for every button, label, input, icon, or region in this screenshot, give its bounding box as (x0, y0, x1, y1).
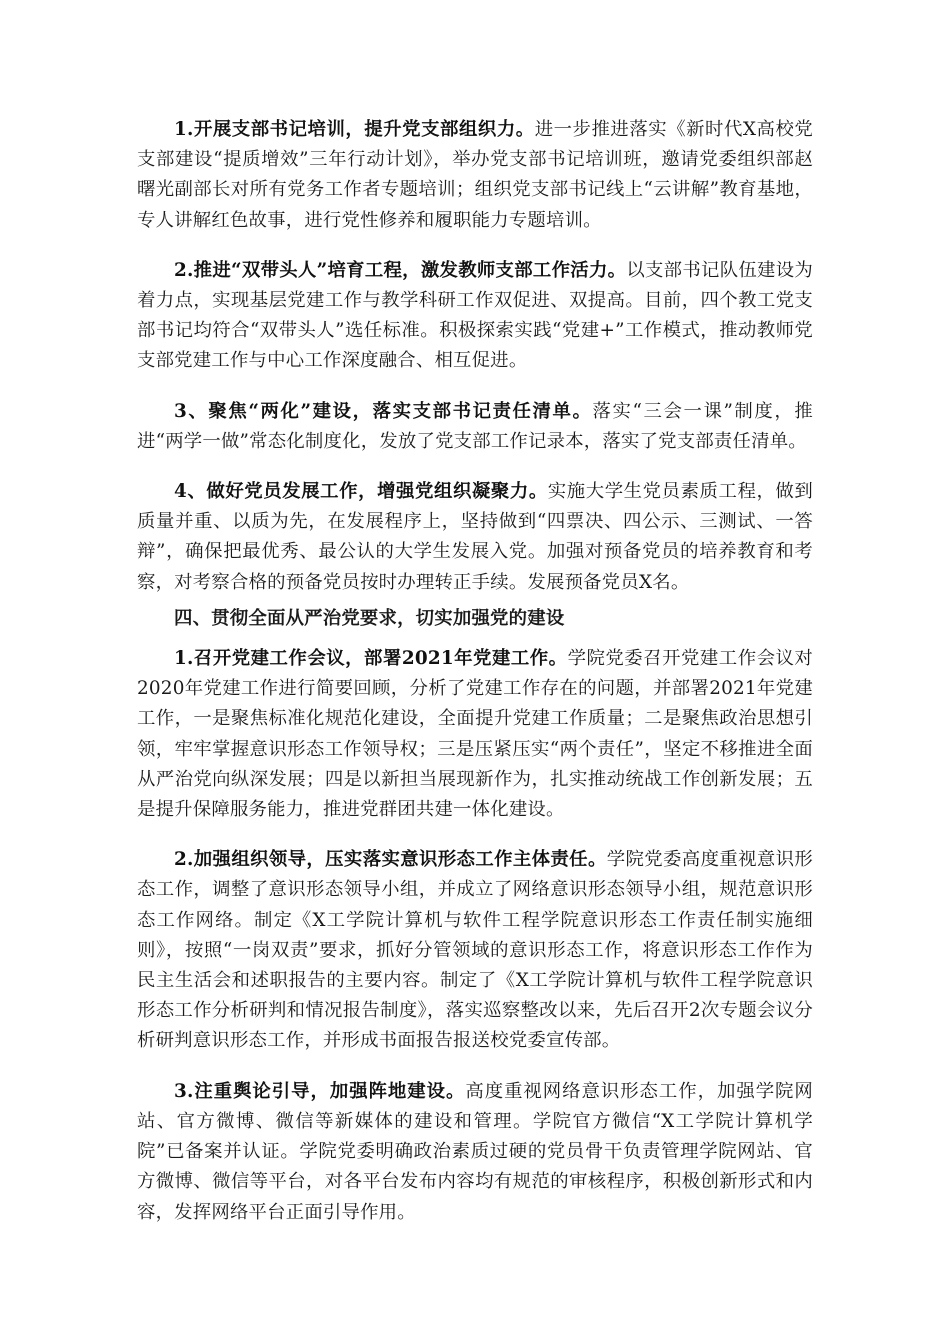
document-body (137, 115, 813, 1248)
paragraph-lead: 4、做好党员发展工作，增强党组织凝聚力。 (174, 481, 548, 503)
paragraph-text: 落实“三会一课”制度，推进“两学一做”常态化制度化，发放了党支部工作记录本，落实了党支部责任清单。 (137, 400, 813, 452)
paragraph-text: 以支部书记队伍建设为着力点，实现基层党建工作与教学科研工作双促进、双提高。目前，四个教工党支部书记均符合“双带头人”选任标准。积极探索实践“党建+”工作模式，推动教师党支部党建工作与中心工作深度融合、相互促进。 (137, 259, 813, 372)
paragraph-double-leader-project (137, 256, 813, 377)
paragraph-lead: 2.加强组织领导，压实落实意识形态工作主体责任。 (174, 849, 607, 871)
section-heading: 四、贯彻全面从严治党要求，切实加强党的建设 (174, 607, 565, 629)
paragraph-text: 进一步推进落实《新时代X高校党支部建设“提质增效”三年行动计划》，举办党支部书记培训班，邀请党委组织部赵曙光副部长对所有党务工作者专题培训；组织党支部书记线上“云讲解”教育基地，专人讲解红色故事，进行党性修养和履职能力专题培训。 (137, 119, 814, 231)
paragraph-party-building-meeting (137, 644, 813, 825)
paragraph-lead: 2.推进“双带头人”培育工程，激发教师支部工作活力。 (174, 259, 627, 281)
paragraph-text: 实施大学生党员素质工程，做到质量并重、以质为先，在发展程序上，坚持做到“四票决、四公示、三测试、一答辩”，确保把最优秀、最公认的大学生发展入党。加强对预备党员的培养教育和考察，对考察合格的预备党员按时办理转正手续。发展预备党员X名。 (137, 481, 813, 593)
paragraph-text: 学院党委召开党建工作会议对2020年党建工作进行简要回顾，分析了党建工作存在的问题，并部署2021年党建工作，一是聚焦标准化规范化建设，全面提升党建工作质量；二是聚焦政治思想引领，牢牢掌握意识形态工作领导权；三是压紧压实“两个责任”，坚定不移推进全面从严治党向纵深发展；四是以新担当展现新作为，扎实推动统战工作创新发展；五是提升保障服务能力，推进党群团共建一体化建设。 (137, 648, 813, 821)
paragraph-text: 学院党委高度重视意识形态工作，调整了意识形态领导小组，并成立了网络意识形态领导小组，规范意识形态工作网络。制定《X工学院计算机与软件工程学院意识形态工作责任制实施细则》，按照“一岗双责”要求，抓好分管领域的意识形态工作，将意识形态工作作为民主生活会和述职报告的主要内容。制定了《X工学院计算机与软件工程学院意识形态工作分析研判和情况报告制度》，落实巡察整改以来，先后召开2次专题会议分析研判意识形态工作，并形成书面报告报送校党委宣传部。 (137, 849, 814, 1052)
paragraph-two-standardization (137, 397, 813, 457)
paragraph-lead: 1.召开党建工作会议，部署2021年党建工作。 (174, 648, 568, 670)
paragraph-lead: 3.注重舆论引导，加强阵地建设。 (174, 1080, 466, 1102)
paragraph-ideology-responsibility (137, 845, 813, 1056)
paragraph-public-opinion (137, 1077, 813, 1228)
paragraph-member-development (137, 477, 813, 598)
paragraph-branch-secretary-training (137, 115, 813, 236)
paragraph-text: 高度重视网络意识形态工作，加强学院网站、官方微博、微信等新媒体的建设和管理。学院官方微信“X工学院计算机学院”已备案并认证。学院党委明确政治素质过硬的党员骨干负责管理学院网站、官方微博、微信等平台，对各平台发布内容均有规范的审核程序，积极创新形式和内容，发挥网络平台正面引导作用。 (137, 1080, 813, 1223)
paragraph-lead: 3、聚焦“两化”建设，落实支部书记责任清单。 (174, 400, 593, 422)
paragraph-lead: 1.开展支部书记培训，提升党支部组织力。 (174, 119, 535, 140)
